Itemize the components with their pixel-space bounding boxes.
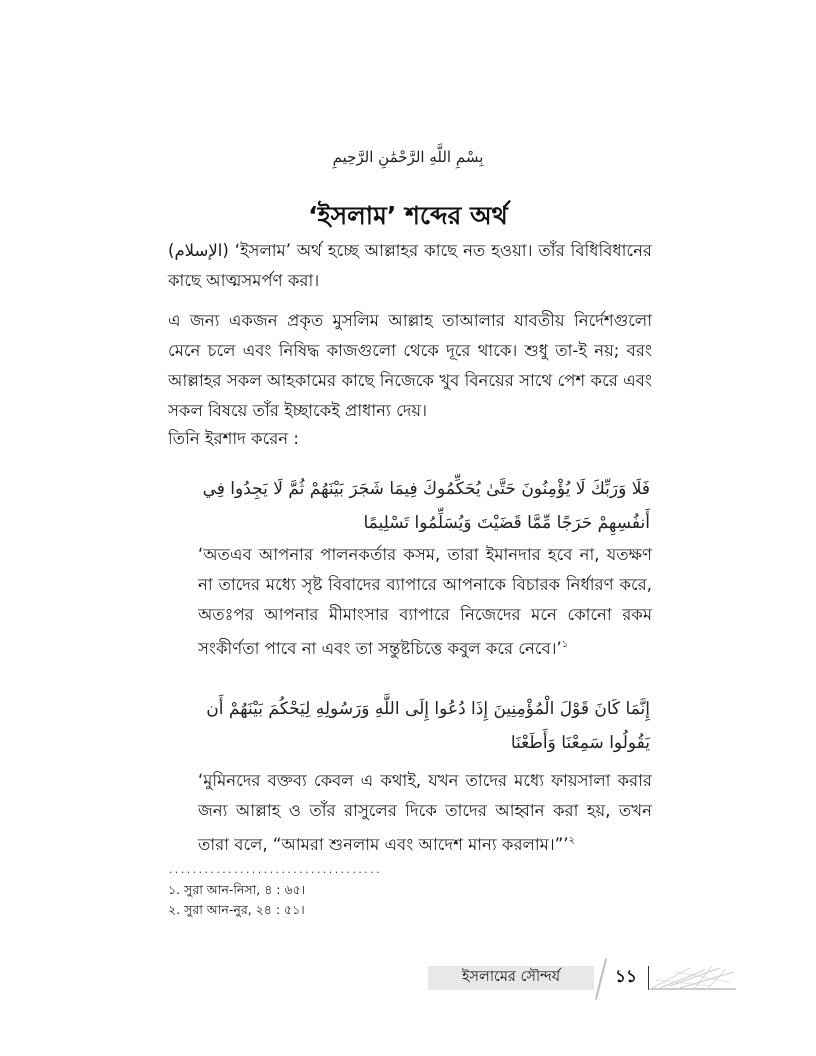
footer-divider-line xyxy=(648,966,649,990)
paragraph-islam-meaning: (الإسلام) ‘ইসলাম’ অর্থ হচ্ছে আল্লাহর কাছে নত হওয়া। তাঁর বিধিবিধানের কাছে আত্মসমর্পণ করা। xyxy=(168,241,652,290)
verse2-translation-block xyxy=(198,766,652,860)
verse2-translation: ‘মুমিনদের বক্তব্য কেবল এ কথাই, যখন তাদের মধ্যে ফায়সালা করার জন্য আল্লাহ ও তাঁর রাসুলের দিকে তাদের আহ্বান করা হয়, তখন তারা বলে, “আমরা শুনলাম এবং আদেশ মান্য করলাম।”’ xyxy=(198,771,652,854)
verse1-translation: ‘অতএব আপনার পালনকর্তার কসম, তারা ইমানদার হবে না, যতক্ষণ না তাদের মধ্যে সৃষ্ট বিবাদের ব্যাপারে আপনাকে বিচারক নির্ধারণ করে, অতঃপর আপনার মীমাংসার ব্যাপারে নিজেদের মনে কোনো রকম সংকীর্ণতা পাবে না এবং তা সন্তুষ্টচিত্তে কবুল করে নেবে।’ xyxy=(198,545,652,658)
footnote-ref-1: ১ xyxy=(561,639,569,650)
paragraph-true-muslim: এ জন্য একজন প্রকৃত মুসলিম আল্লাহ তাআলার যাবতীয় নির্দেশগুলো মেনে চলে এবং নিষিদ্ধ কাজগুলো থেকে দূরে থাকে। শুধু তা-ই নয়; বরং আল্লাহর সকল আহকামের কাছে নিজেকে খুব বিনয়ের সাথে পেশ করে এবং সকল বিষয়ে তাঁর ইচ্ছাকেই প্রাধান্য দেয়। xyxy=(168,311,652,420)
footnote-list xyxy=(168,880,305,920)
footnote-item: ২. সুরা আন-নুর, ২৪ : ৫১। xyxy=(168,902,305,917)
footnote-ref-2: ২ xyxy=(568,835,575,846)
verse1-arabic: فَلَا وَرَبِّكَ لَا يُؤْمِنُونَ حَتَّىٰ يُحَكِّمُوكَ فِيمَا شَجَرَ بَيْنَهُمْ ثُمَّ لَا يَجِدُوا فِي أَنفُسِهِمْ حَرَجًا مِّمَّا قَضَيْتَ وَيُسَلِّمُوا تَسْلِيمًا xyxy=(202,479,650,533)
page-title: ‘ইসলাম’ শব্দের অর্থ xyxy=(308,201,508,230)
paragraph-he-says: তিনি ইরশাদ করেন : xyxy=(168,429,299,448)
footer-decoration xyxy=(650,966,736,990)
page-number: ১১ xyxy=(614,967,638,987)
bismillah-calligraphy: بِسْمِ اللَّهِ الرَّحْمَٰنِ الرَّحِيمِ xyxy=(332,148,484,166)
footer-book-title: ইসলামের সৌন্দর্য xyxy=(428,966,594,990)
footnote-item: ১. সুরা আন-নিসা, ৪ : ৬৫। xyxy=(168,882,306,897)
verse2-arabic: إِنَّمَا كَانَ قَوْلَ الْمُؤْمِنِينَ إِذَا دُعُوا إِلَى اللَّهِ وَرَسُولِهِ لِيَحْكُمَ بَيْنَهُمْ أَن يَقُولُوا سَمِعْنَا وَأَطَعْنَا xyxy=(206,699,650,753)
footnote-separator: .................................... xyxy=(168,866,382,876)
verse1-translation-block xyxy=(198,540,652,664)
